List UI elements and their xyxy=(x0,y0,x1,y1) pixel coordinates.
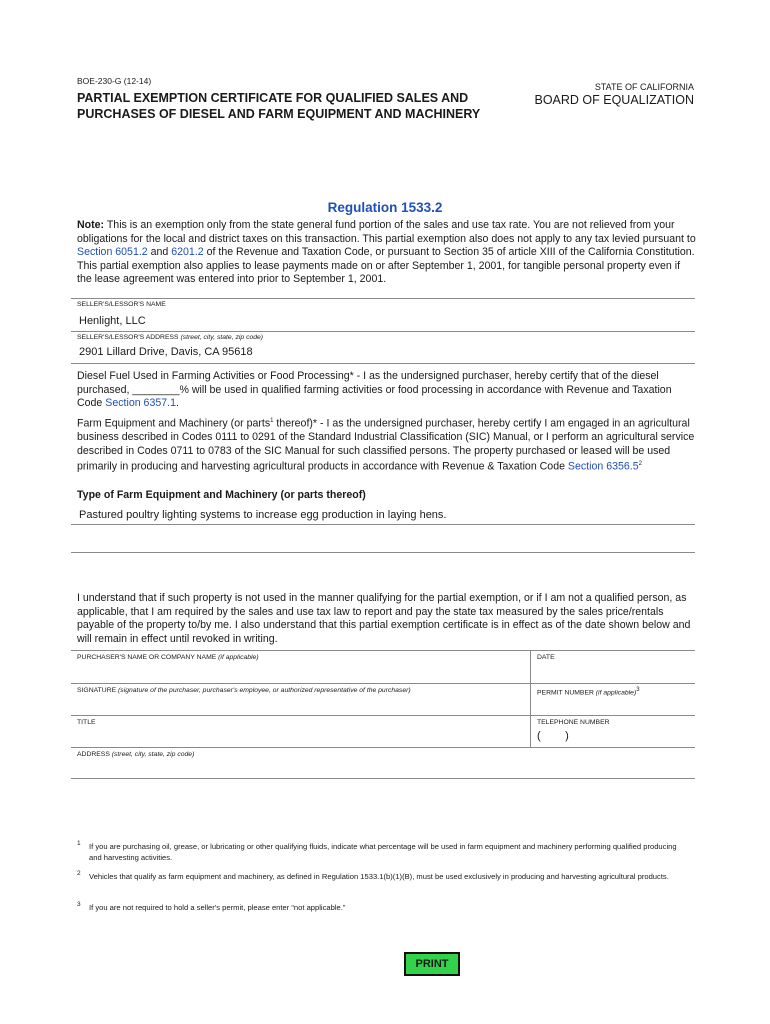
divider xyxy=(530,650,531,747)
permit-number-label xyxy=(537,687,640,696)
note-text-2: and xyxy=(147,246,172,258)
purchaser-name-label-text: PURCHASER'S NAME OR COMPANY NAME xyxy=(77,654,217,661)
divider xyxy=(71,331,695,332)
footnote-3 xyxy=(77,903,687,914)
purchaser-name-hint: (if applicable) xyxy=(218,654,259,661)
purchaser-address-hint: (street, city, state, zip code) xyxy=(111,751,195,758)
footnote-number: 1 xyxy=(77,840,81,847)
footnote-ref-2: 2 xyxy=(638,461,642,468)
permit-hint: (if applicable) xyxy=(595,689,637,697)
farm-text-1: Farm Equipment and Machinery (or parts xyxy=(77,417,271,430)
divider xyxy=(71,298,695,299)
farm-text-2: thereof)* - I as the undersigned purchaser, hereby certify I am engaged in an agricultural business described in Codes 0111 to 0291 of the Standard Industrial Classification (SIC) Manual, or I perform an agricultural service described in Codes 0711 to 0783 of the SIC Manual for such classified persons. The property purchased or leased will be used primarily in producing and harvesting agricultural products in accordance with Revenue & Taxation Code xyxy=(77,417,695,473)
footnote-text: If you are not required to hold a seller's permit, please enter “not applicable.” xyxy=(89,903,346,912)
farm-equipment-paragraph xyxy=(77,415,697,474)
seller-address-field[interactable]: 2901 Lillard Drive, Davis, CA 95618 xyxy=(79,346,253,358)
signature-field[interactable] xyxy=(72,697,528,714)
purchaser-name-label xyxy=(77,654,259,661)
footnote-number: 2 xyxy=(77,870,81,877)
title-field[interactable] xyxy=(72,729,528,746)
telephone-field[interactable]: ( ) xyxy=(537,730,569,742)
certification-paragraph: I understand that if such property is not used in the manner qualifying for the partial exemption, or if I am not a qualified person, as applicable, that I am required by the sales and use tax law to report and pay the state tax measured by the sales price/rentals payable of the property to/by me. I also understand that this partial exemption certificate is in effect as of the date shown below and will remain in effect until revoked in writing. xyxy=(77,592,691,645)
telephone-label: TELEPHONE NUMBER xyxy=(537,719,610,726)
form-title-line-1: PARTIAL EXEMPTION CERTIFICATE FOR QUALIFIED SALES AND xyxy=(77,91,469,105)
footnote-ref-1: 1 xyxy=(270,418,274,424)
diesel-text-2: . xyxy=(175,397,179,409)
print-button[interactable]: PRINT xyxy=(404,952,460,976)
note-text-3: of the Revenue and Taxation Code, or pursuant to Section 35 of article XIII of the California Constitution. This partial exemption also applies to lease payments made on or after September 1, 2001, for tangible personal property even if the lease agreement was entered into prior to September 1, 2001. xyxy=(77,246,695,285)
signature-label-text: SIGNATURE xyxy=(77,687,117,694)
diesel-text-1: Diesel Fuel Used in Farming Activities or Food Processing* - I as the undersigned purchaser, hereby certify that of the diesel purchased, ________% will be used in qualified farming activities or food processing in accordance with Revenue and Taxation Code xyxy=(77,370,672,409)
seller-address-label-text: SELLER'S/LESSOR'S ADDRESS xyxy=(77,334,179,341)
divider xyxy=(71,650,695,651)
purchaser-address-label-text: ADDRESS xyxy=(77,751,110,758)
footnote-1 xyxy=(77,842,687,863)
footnote-2 xyxy=(77,872,687,883)
purchaser-address-field[interactable] xyxy=(72,761,692,777)
form-id: BOE-230-G (12-14) xyxy=(77,76,152,86)
footnote-text: If you are purchasing oil, grease, or lubricating or other qualifying fluids, indicate what percentage will be used in farm equipment and machinery performing qualified producing and harvesting activities. xyxy=(89,842,677,862)
date-field[interactable] xyxy=(532,664,692,681)
seller-address-hint: (street, city, state, zip code) xyxy=(180,334,264,341)
agency-name: BOARD OF EQUALIZATION xyxy=(534,93,694,107)
divider xyxy=(71,683,695,684)
form-title xyxy=(77,90,517,122)
signature-hint: (signature of the purchaser, purchaser's employee, or authorized representative of the purchaser) xyxy=(118,687,411,694)
note-paragraph xyxy=(77,219,697,287)
purchaser-name-field[interactable] xyxy=(72,664,528,681)
divider xyxy=(71,552,695,553)
section-6356-5-link[interactable]: Section 6356.5 xyxy=(567,460,639,473)
equipment-type-heading: Type of Farm Equipment and Machinery (or parts thereof) xyxy=(77,489,366,501)
footnote-number: 3 xyxy=(77,901,81,908)
seller-address-label xyxy=(77,334,263,341)
section-6357-1-link[interactable]: Section 6357.1 xyxy=(105,397,176,409)
divider xyxy=(71,363,695,364)
title-label: TITLE xyxy=(77,719,96,726)
equipment-type-field[interactable]: Pastured poultry lighting systems to increase egg production in laying hens. xyxy=(79,509,447,521)
divider xyxy=(71,715,695,716)
footnote-ref-3: 3 xyxy=(636,687,640,693)
note-text-1: This is an exemption only from the state general fund portion of the sales and use tax rate. You are not relieved from your obligations for the local and district taxes on this transaction. This partial exemption also does not apply to any tax levied pursuant to xyxy=(77,219,696,245)
regulation-heading: Regulation 1533.2 xyxy=(327,200,443,215)
seller-name-label: SELLER'S/LESSOR'S NAME xyxy=(77,301,166,308)
permit-label-text: PERMIT NUMBER xyxy=(537,689,594,697)
seller-name-field[interactable]: Henlight, LLC xyxy=(79,315,146,327)
state-name: STATE OF CALIFORNIA xyxy=(594,82,694,92)
section-6201-2-link[interactable]: 6201.2 xyxy=(171,246,204,258)
permit-number-field[interactable] xyxy=(532,697,692,714)
date-label: DATE xyxy=(537,654,555,661)
divider xyxy=(71,747,695,748)
purchaser-address-label xyxy=(77,751,194,758)
diesel-paragraph xyxy=(77,370,697,411)
divider xyxy=(71,778,695,779)
section-6051-2-link[interactable]: Section 6051.2 xyxy=(77,246,148,258)
form-title-line-2: PURCHASES OF DIESEL AND FARM EQUIPMENT AND MACHINERY xyxy=(77,107,481,121)
signature-label xyxy=(77,687,411,694)
note-label: Note: xyxy=(77,219,105,231)
footnote-text: Vehicles that qualify as farm equipment and machinery, as defined in Regulation 1533.1(b)(1)(B), must be used exclusively in producing and harvesting agricultural products. xyxy=(89,872,669,881)
divider xyxy=(71,524,695,525)
